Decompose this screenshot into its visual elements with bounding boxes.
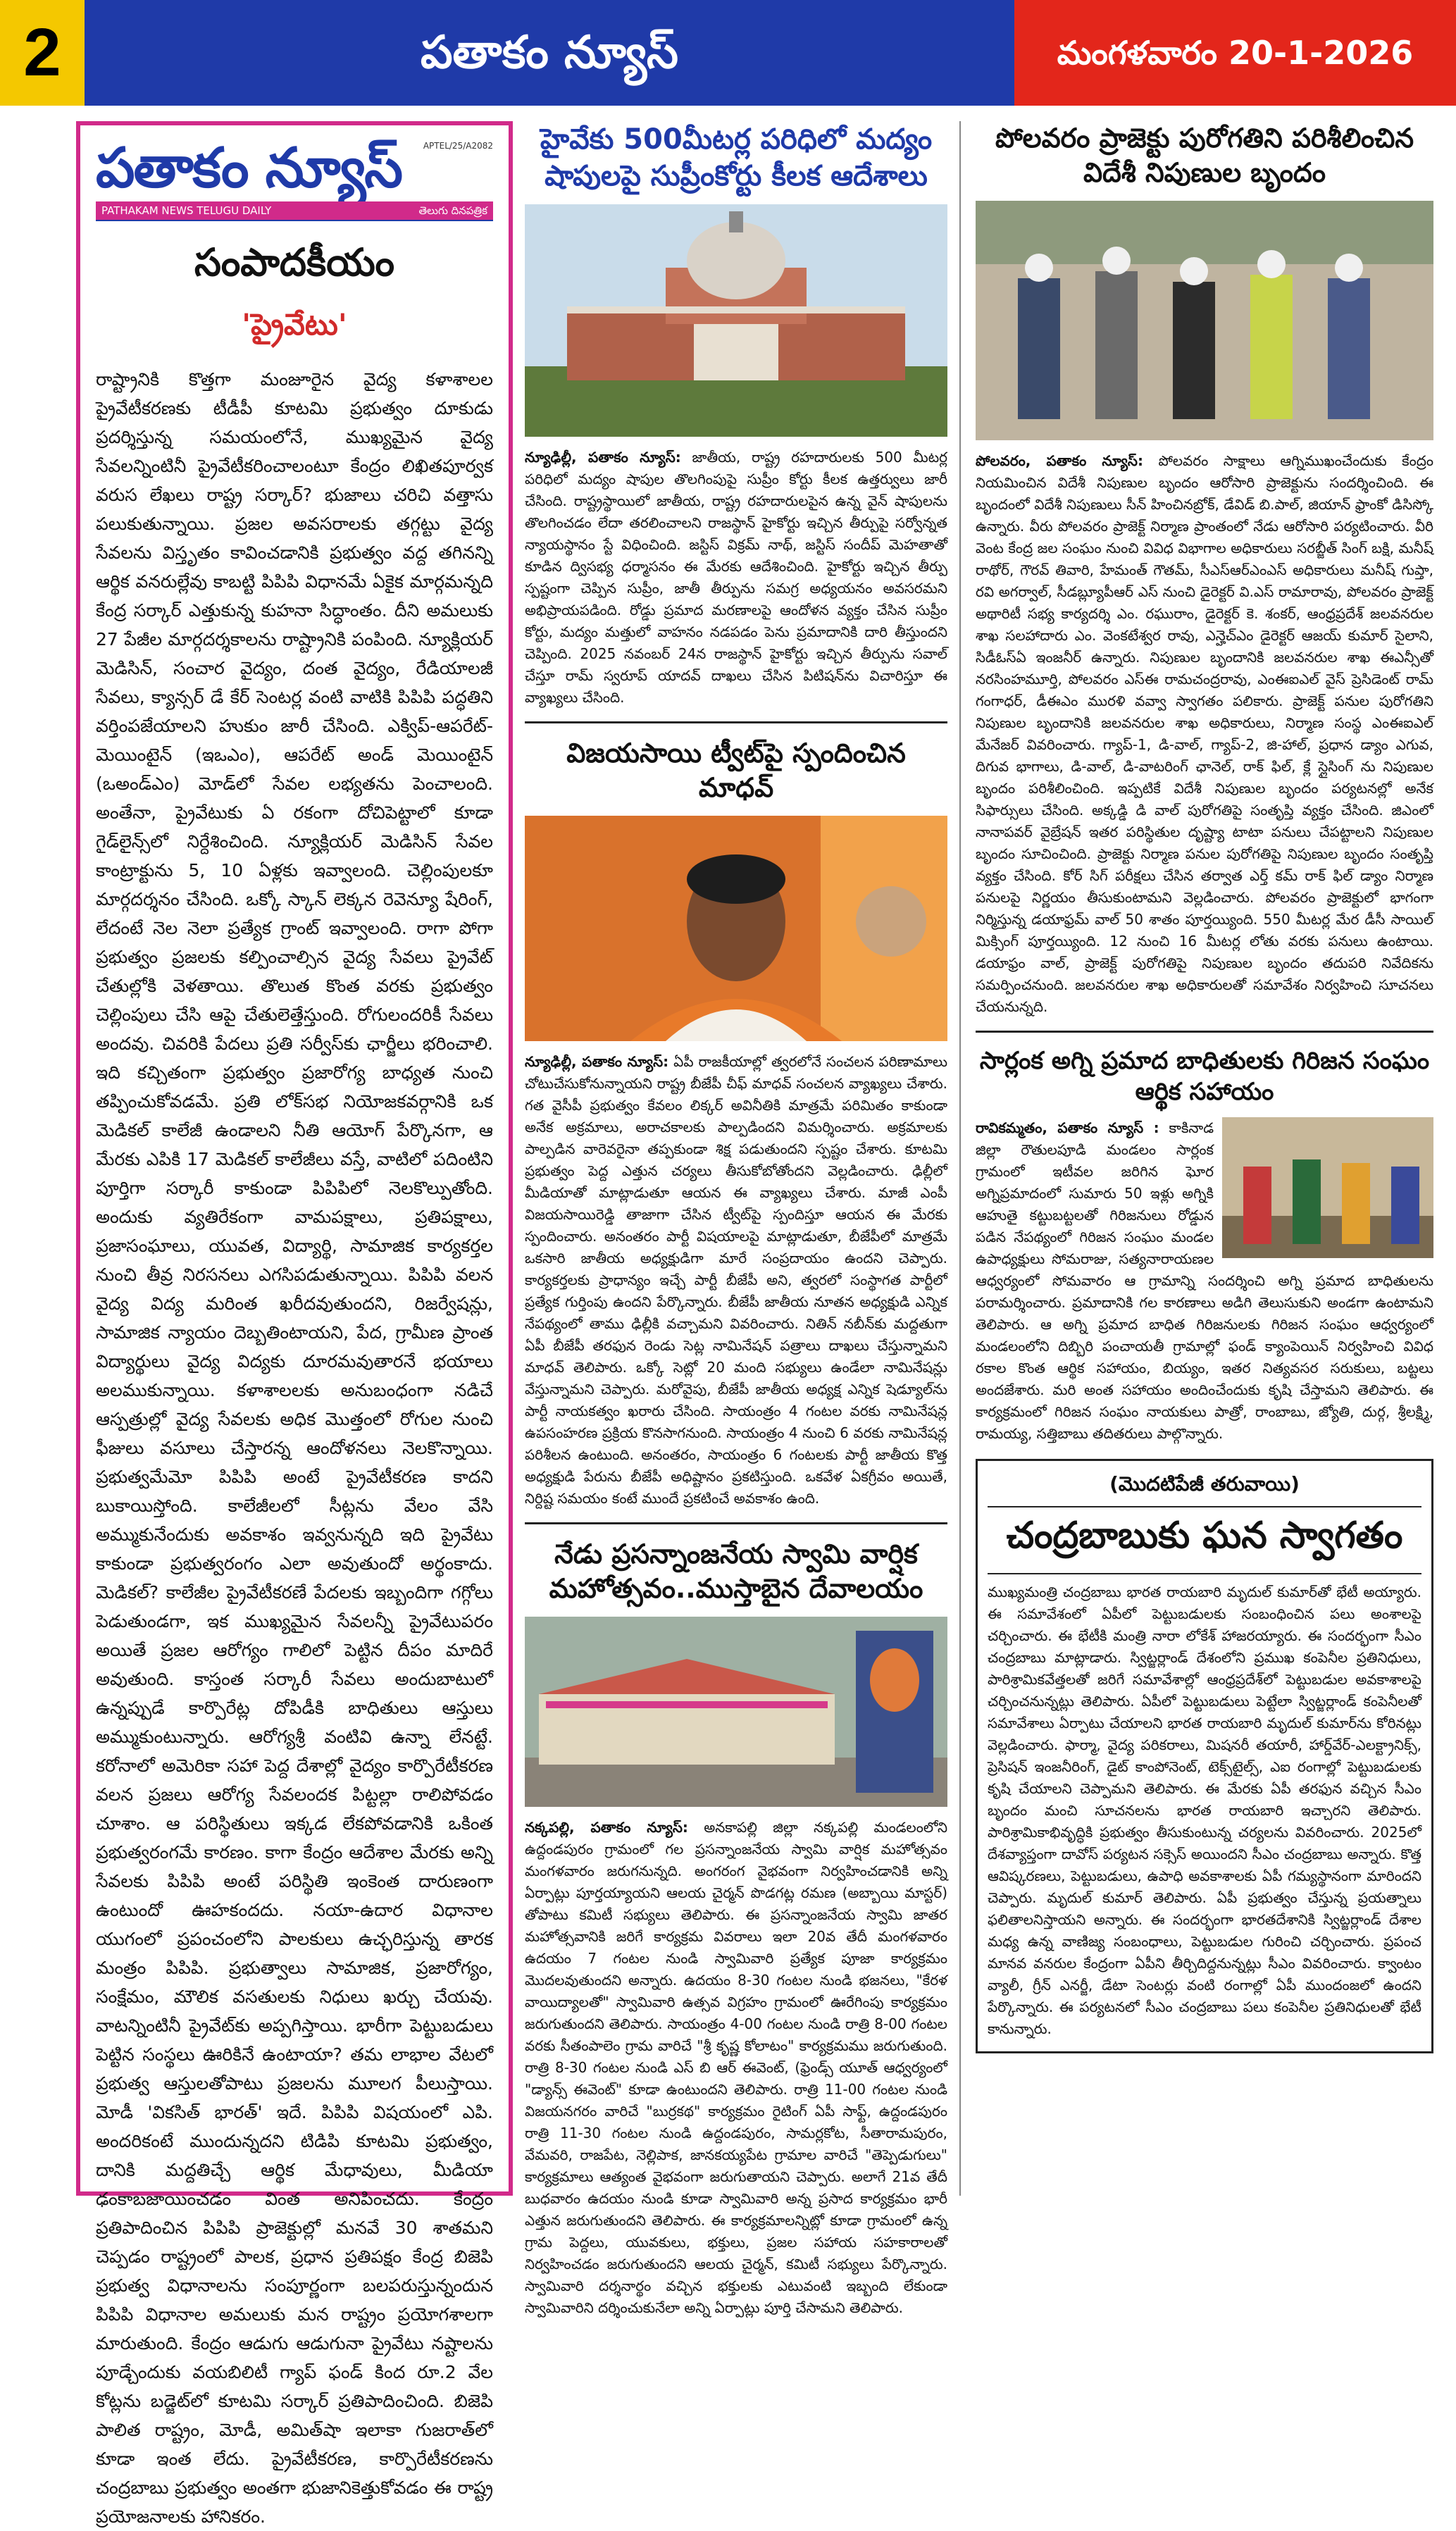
headline: విజయసాయి ట్వీట్‌పై స్పందించిన మాధవ్ — [566, 738, 906, 804]
headline: చంద్రబాబుకు ఘన స్వాగతం — [988, 1506, 1421, 1574]
editorial-column — [76, 121, 513, 2527]
divider — [976, 1031, 1433, 1033]
dateline: న్యూఢిల్లీ, పతాకం న్యూస్: — [525, 449, 681, 466]
story-body — [525, 1051, 947, 1510]
story-body — [525, 447, 947, 709]
story-temple — [525, 1537, 947, 2319]
story-text: అనకాపల్లి జిల్లా నక్కపల్లి మండలంలోని ఉద్దండపురం గ్రామంలో గల ప్రసన్నాంజనేయ స్వామి వార్షిక మహోత్సవం మంగళవారం జరుగనున్నది. అంగరంగ వైభవంగా నిర్వహించడానికి అన్ని ఏర్పాట్లు పూర్తయ్యాయని ఆలయ చైర్మన్ పొడగట్ల రమణ (అబ్బాయి మాస్టర్) తోపాటు కమిటీ సభ్యులు తెలిపారు. ఈ ప్రసన్నాంజనేయ స్వామి జాతర మహోత్సవానికి జరిగే కార్యక్రమ వివరాలు ఇలా 20వ తేదీ మంగళవారం ఉదయం 7 గంటల నుండి స్వామివారి ప్రత్యేక పూజా కార్యక్రమం మొదలవుతుందని అన్నారు. ఉదయం 8-30 గంటల నుండి భజనలు, "కేరళ వాయిద్యాలతో" స్వామివారి ఉత్సవ విగ్రహం గ్రామంలో ఊరేగింపు కార్యక్రమం జరుగుతుందని తెలిపారు. సాయంత్రం 4-00 గంటల నుండి రాత్రి 8-00 గంటల వరకు సీతంపాలెం గ్రామ వారిచే "శ్రీ కృష్ణ కోలాటం" కార్యక్రమము జరుగుతుంది. రాత్రి 8-30 గంటల నుండి ఎస్ బి ఆర్ ఈవెంట్, (ఫ్రెండ్స్ యూత్ ఆధ్వర్యంలో "డ్యాన్స్ ఈవెంట్" కూడా ఉంటుందని తెలిపారు. రాత్రి 11-00 గంటల నుండి విజయనగరం వారిచే "బుర్రకథ" కార్యక్రమం రైటింగ్ ఏపీ సాఫ్ట్, ఉద్దండపురం రాత్రి 11-30 గంటల నుండి ఉద్దండపురం, సామర్లకోట, సీతారామపురం, వేమవరి, రాజపేట, నెల్లిపాక, జానకయ్యపేట గ్రామాల వారిచే "తెప్పెడుగులు" కార్యక్రమాలు ఆత్యంత వైభవంగా జరుగుతాయని చెప్పారు. అలాగే 21వ తేదీ బుధవారం ఉదయం నుండి కూడా స్వామివారి అన్న ప్రసాద కార్యక్రమం భారీ ఎత్తున జరుగుతుందని తెలిపారు. ఈ కార్యక్రమాలన్నిట్లో కూడా గ్రామంలో ఉన్న గ్రామ పెద్దలు, యువకులు, భక్తులు, ప్రజల సహాయ సహకారాలతో నిర్వహించడం జరుగుతుందని ఆలయ చైర్మన్, కమిటీ సభ్యులు పేర్కొన్నారు. స్వామివారి దర్శనార్థం వచ్చిన భక్తులకు ఎటువంటి ఇబ్బంది లేకుండా స్వామివారిని దర్శించుకునేలా అన్ని ఏర్పాట్లు పూర్తి చేసామని తెలిపారు. — [525, 1818, 947, 2316]
masthead-tagline: తెలుగు దినపత్రిక — [418, 204, 487, 217]
story-liquor — [525, 121, 947, 709]
page-header — [0, 0, 1456, 106]
story-madhav — [525, 736, 947, 1510]
headline: పోలవరం ప్రాజెక్టు పురోగతిని పరిశీలించిన విదేశీ నిపుణుల బృందం — [995, 123, 1414, 189]
story-fire — [976, 1045, 1433, 1445]
editorial-section-title: సంపాదకీయం — [194, 240, 395, 285]
story-text: పోలవరం సాక్షాలు ఆగ్నిముఖంచేందుకు కేంద్రం నియమించిన విదేశీ నిపుణుల బృందం ఆరోసారి ప్రాజెక్టును సందర్శించింది. ఈ బృందంలో విదేశీ నిపుణులు సీన్ హించినబ్రోక్, డేవిడ్ బి.పాల్, జియాన్ ఫ్రాంకో డిసిస్కో ఉన్నారు. వీరు పోలవరం ప్రాజెక్ట్ నిర్మాణ ప్రాంతంలో నేడు ఆరోసారి పర్యటించారు. వీరి వెంట కేంద్ర జల సంఘం నుంచి వివిధ విభాగాల అధికారులు సరబ్జీత్ సింగ్ బక్షి, మనీష్ రాథోర్, గౌరవ్ తివారి, హేమంత్ గౌతమ్, సీఎస్ఆర్ఎంఎస్ అధికారులు మనీష్ గుప్తా, రవి అగర్వాల్, సీడబ్ల్యూపీఆర్ ఎస్ నుంచి డైరెక్టర్ వి.ఎస్ రామారావు, పోలవరం ప్రాజెక్ట్ అథారిటీ సభ్య కార్యదర్శి ఎం. రఘురాం, డైరెక్టర్ కె. శంకర్, ఆంధ్రప్రదేశ్ జలవనరుల శాఖ సలహాదారు ఎం. వెంకటేశ్వర రావు, ఎన్హెచ్ఎం డైరెక్టర్ ఆజయ్ కుమార్ సైలాని, సిడీఓస్ఏ ఇంజనీర్ ఉన్నారు. నిపుణుల బృందానికి జలవనరుల శాఖ ఈఎన్సీతో నరసింహమూర్తి, పోలవరం ఎస్‌ఈ రామచంద్రరావు, ఎంఈఐఎల్ వైస్ ప్రెసిడెంట్ రామ్ గంగాధర్, డీఈఎం మురళి వవ్వా స్వాగతం పలికారు. ప్రాజెక్ట్ పనుల పురోగతిని నిపుణుల బృందానికి జలవనరుల శాఖ అధికారులు, నిర్మాణ సంస్థ ఎంఈఐఎల్ మేనేజర్ వివరించారు. గ్యాప్-1, డి-వాల్, గ్యాప్-2, జి-హాల్, ప్రధాన డ్యాం ఎగువ, దిగువ భాగాలు, డి-వాల్, డి-వాటరింగ్ ఛానెల్, రాక్ ఫిల్, క్లే స్లైసింగ్ ను నిపుణుల బృందం పరిశీలించింది. ఇప్పటికే విదేశీ నిపుణుల బృందం పర్యటనల్లో అనేక సిఫార్సులు చేసింది. అక్కడ్డి డి వాల్ పురోగతిపై సంతృప్తి వ్యక్తం చేసింది. జిఎంలో నానాపవర్ వైబ్రేషన్ ఇతర పరిస్థితుల దృష్ట్యా టాటా పనులు చేపట్టాలని నిపుణుల బృందం సూచించింది. ప్రాజెక్టు నిర్మాణ పనుల పురోగతిపై నిపుణుల బృందం సంతృప్తి వ్యక్తం చేసింది. కోర్ సిగ్ పరీక్షలు చేసిన తర్వాత ఎర్త్ కమ్ రాక్ ఫిల్ డ్యాం నిర్మాణ పనులపై నిర్ణయం తీసుకుంటామని వెల్లడించారు. పోలవరం ప్రాజెక్టులో భాగంగా నిర్మిస్తున్న డయాఫ్రమ్ వాల్ 50 శాతం పూర్తయ్యింది. 550 మీటర్ల మేర డీసీ సాయిల్ మిక్సింగ్ పూర్తయ్యింది. 12 నుంచి 16 మీటర్ల లోతు వరకు పనులు ఉంటాయి. డయాఫ్రం వాల్, ప్రాజెక్ట్ పురోగతిపై నిపుణుల బృందం తదుపరి నివేదికను సమర్పించనుంది. జలవనరుల శాఖ అధికారులతో సమావేశం నిర్వహించి సూచనలు చేయనున్నది. — [976, 452, 1433, 1015]
right-column — [976, 121, 1433, 2196]
page-number: 2 — [0, 0, 85, 106]
madhav-portrait-illustration — [525, 816, 947, 1041]
column-divider — [959, 121, 961, 2196]
dateline: రావికమ్మతం, పతాకం న్యూస్ : — [976, 1119, 1159, 1137]
divider — [525, 721, 947, 723]
polavaram-photo — [976, 201, 1433, 440]
english-name: PATHAKAM NEWS TELUGU DAILY — [101, 204, 272, 217]
issue-date: మంగళవారం 20-1-2026 — [1014, 0, 1456, 106]
story-body: ముఖ్యమంత్రి చంద్రబాబు భారత రాయబారి మృదుల్ కుమార్‌తో భేటీ అయ్యారు. ఈ సమావేశంలో ఏపీలో పెట్టుబడులకు సంబంధించిన పలు అంశాలపై చర్చించారు. ఈ భేటీకి మంత్రి నారా లోకేశ్ హాజరయ్యారు. ఈ సందర్భంగా సీఎం చంద్రబాబు మాట్లాడారు. స్విట్జర్లాండ్ దేశంలోని ప్రముఖ కంపెనీల ప్రతినిధులు, పారిశ్రామికవేత్తలతో జరిగే సమావేశాల్లో ఆంధ్రప్రదేశ్‌లో పెట్టుబడుల అవకాశాలపై చర్చించనున్నట్లు తెలిపారు. ఏపీలో పెట్టుబడులు పెట్టేలా స్విట్జర్లాండ్ కంపెనీలతో సమావేశాలు ఏర్పాటు చేయాలని భారత రాయబారి మృదుల్ కుమార్‌ను కోరినట్లు వెల్లడించారు. ఫార్మా, వైద్య పరికరాలు, మిషనరీ తయారీ, హార్డ్‌వేర్-ఎలక్ట్రానిక్స్, ప్రెసిషన్ ఇంజనీరింగ్, డైట్ కాంపోనెంట్, టెక్స్‌టైల్స్, ఎఐ రంగాల్లో పెట్టుబడులకు కృషి చేయాలని చెప్పామని తెలిపారు. ఈ మేరకు ఏపీ తరఫున వచ్చిన సీఎం బృందం మంచి సూచనలను భారత రాయబారి ఇచ్చారని తెలిపారు. పారిశ్రామికాభివృద్ధికి ప్రభుత్వం తీసుకుంటున్న చర్యలను వివరించారు. 2025లో దేశవ్యాప్తంగా దావోస్ పర్యటన సక్సెస్ అయిందని సీఎం చంద్రబాబు అన్నారు. కొత్త ఆవిష్కరణలు, పెట్టుబడులు, ఉపాధి అవకాశాలకు ఏపీ గమ్యస్థానంగా మారిందని చెప్పారు. మృదుల్ కుమార్ తెలిపారు. ఏపీ ప్రభుత్వం చేస్తున్న ప్రయత్నాలు ఫలితాలనిస్తాయని అన్నారు. ఈ సందర్భంగా భారతదేశానికి స్విట్జర్లాండ్ దేశాల మధ్య ఉన్న వాణిజ్య సంబంధాలు, పెట్టుబడుల గురించి చర్చించారు. ప్రపంచ మానవ వనరుల కేంద్రంగా ఏపీని తీర్చిదిద్దనున్నట్లు సీఎం వివరించారు. క్వాంటం వ్యాలీ, గ్రీన్ ఎనర్జీ, డేటా సెంటర్లు వంటి రంగాల్లో ఏపీ ముందంజలో ఉందని పేర్కొన్నారు. ఈ పర్యటనలో సీఎం చంద్రబాబు పలు కంపెనీల ప్రతినిధులతో భేటీ కానున్నారు. — [988, 1584, 1421, 2038]
editorial-title: 'ప్రైవేటు' — [242, 307, 347, 342]
story-text: ఏపీ రాజకీయాల్లో త్వరలోనే సంచలన పరిణామాలు చోటుచేసుకోనున్నాయని రాష్ట్ర బీజేపీ చీఫ్ మాధవ్ సంచలన వ్యాఖ్యలు చేశారు. గత వైసీపీ ప్రభుత్వం కేవలం లిక్కర్ అవినీతికి మాత్రమే పరిమితం కాకుండా అనేక అక్రమాలు, అరాచకాలకు పాల్పడిందని విమర్శించారు. అక్రమాలకు పాల్పడిన వారెవరైనా తప్పకుండా శిక్ష పడుతుందని స్పష్టం చేశారు. కూటమి ప్రభుత్వం పెద్ద ఎత్తున చర్యలు తీసుకోబోతోందని వెల్లడించారు. ఢిల్లీలో మీడియాతో మాట్లాడుతూ ఆయన ఈ వ్యాఖ్యలు చేశారు. మాజీ ఎంపీ విజయసాయిరెడ్డి తాజాగా చేసిన ట్వీట్‌పై స్పందిస్తూ ఆయన ఈ మేరకు స్పందించారు. అనంతరం పార్టీ విషయాలపై మాట్లాడుతూ, బీజేపీలో మాత్రమే ఒకసారి జాతీయ అధ్యక్షుడిగా మారే సంప్రదాయం ఉందని చెప్పారు. కార్యకర్తలకు ప్రాధాన్యం ఇచ్చే పార్టీ బీజేపీ అని, త్వరలో సంస్థాగత పార్టీలో ప్రత్యేక గుర్తింపు ఉందని పేర్కొన్నారు. బీజేపీ జాతీయ నూతన అధ్యక్షుడి ఎన్నిక నేపథ్యంలో తాము ఢిల్లీకి వచ్చామని వివరించారు. నితిన్ నబీన్‌కు మద్దతుగా ఏపీ బీజేపీ తరఫున రెండు సెట్ల నామినేషన్ పత్రాలు దాఖలు చేస్తున్నామని మాధవ్ తెలిపారు. ఒక్కో సెట్లో 20 మంది సభ్యులు ఉండేలా నామినేషన్లు వేస్తున్నామని చెప్పారు. మరోవైపు, బీజేపీ జాతీయ అధ్యక్ష ఎన్నిక షెడ్యూల్‌ను పార్టీ నాయకత్వం ఖరారు చేసింది. సాయంత్రం 4 గంటల వరకు నామినేషన్ల ఉపసంహరణ ప్రక్రియ కొనసాగనుంది. సాయంత్రం 4 నుంచి 6 వరకు నామినేషన్ల పరిశీలన ఉంటుంది. అనంతరం, సాయంత్రం 6 గంటలకు పార్టీ జాతీయ కొత్త అధ్యక్షుడి పేరును బీజేపీ అధిష్టానం ప్రకటిస్తుంది. ఒకవేళ ఏకగ్రీవం అయితే, నిర్దిష్ట సమయం కంటే ముందే ప్రకటించే అవకాశం ఉంది. — [525, 1052, 947, 1507]
registration-number: APTEL/25/A2082 — [423, 141, 493, 151]
temple-illustration — [525, 1617, 947, 1807]
headline: హైవేకు 500మీటర్ల పరిధిలో మద్యం షాపులపై సుప్రీంకోర్టు కీలక ఆదేశాలు — [540, 123, 933, 192]
story-cbn-box — [976, 1459, 1433, 2053]
story-body — [976, 450, 1433, 1018]
supreme-court-illustration — [525, 204, 947, 437]
headline: సార్లంక అగ్ని ప్రమాద బాధితులకు గిరిజన సంఘం ఆర్థిక సహాయం — [979, 1046, 1430, 1106]
supreme-court-photo — [525, 204, 947, 437]
middle-column — [525, 121, 948, 2316]
story-polavaram — [976, 121, 1433, 1018]
dateline: పోలవరం, పతాకం న్యూస్: — [976, 452, 1143, 469]
madhav-photo — [525, 816, 947, 1041]
dateline: న్యూఢిల్లీ, పతాకం న్యూస్: — [525, 1052, 669, 1070]
masthead — [96, 137, 493, 221]
temple-photo — [525, 1617, 947, 1807]
headline: నేడు ప్రసన్నాంజనేయ స్వామి వార్షిక మహోత్సవం..ముస్తాబైన దేవాలయం — [549, 1538, 923, 1605]
fire-story-block — [976, 1117, 1433, 1445]
story-text: కాకినాడ జిల్లా రౌతులపూడి మండలం సార్లంక గ్రామంలో ఇటీవల జరిగిన ఘోర అగ్నిప్రమాదంలో సుమారు 50 ఇళ్లు అగ్నికి ఆహుతై కట్టుబట్టలతో గిరిజనులు రోడ్డున పడిన నేపథ్యంలో గిరిజన సంఘం మండల ఉపాధ్యక్షులు సోమరాజు, సత్యనారాయణల ఆధ్వర్యంలో సోమవారం ఆ గ్రామాన్ని సందర్శించి అగ్ని ప్రమాద బాధితులను పరామర్శించారు. ప్రమాదానికి గల కారణాలు అడిగి తెలుసుకుని అండగా ఉంటామని తెలిపారు. ఆ అగ్ని ప్రమాద బాధిత గిరిజనులకు గిరిజన సంఘం ఆధ్వర్యంలో మండలంలోని దిబ్బిరి పంచాయతీ గ్రామాల్లో ఫండ్ క్యాంపెయిన్ నిర్వహించి వివిధ రకాల కొంత ఆర్థిక సహాయం, బియ్యం, ఇతర నిత్యవసర సరుకులు, బట్టలు అందజేశారు. మరి అంత సహాయం అందించేందుకు కృషి చేస్తామని తెలిపారు. ఈ కార్యక్రమంలో గిరిజన సంఘం నాయకులు పాత్రో, రాంబాబు, జ్యోతి, దుర్గ, శ్రీలక్ష్మి, రామయ్య, సత్తిబాబు తదితరులు పాల్గొన్నారు. — [976, 1119, 1433, 1443]
masthead-logo: పతాకం న్యూస్ — [96, 137, 402, 200]
dateline: నక్కపల్లి, పతాకం న్యూస్: — [525, 1818, 688, 1836]
divider — [525, 1522, 947, 1524]
relief-distribution-photo — [1222, 1117, 1433, 1258]
continued-kicker: (మొదటిపేజీ తరువాయి) — [1109, 1472, 1300, 1496]
story-text: జాతీయ, రాష్ట్ర రహదారులకు 500 మీటర్ల పరిధిలో మద్యం షాపుల తొలగింపుపై సుప్రీం కోర్టు కీలక ఉత్తర్వులు జారీ చేసింది. రాష్ట్రస్థాయిలో జాతీయ, రాష్ట్ర రహదారులపైన ఉన్న వైన్ షాపులను తొలగించడం లేదా తరలించాలని రాజస్థాన్ హైకోర్టు ఇచ్చిన తీర్పుపై సర్వోన్నత న్యాయస్థానం స్టే విధించింది. జస్టిస్ విక్రమ్ నాథ్, జస్టిస్ సందీప్ మెహతాతో కూడిన ద్విసభ్య ధర్మాసనం ఈ మేరకు ఆదేశించింది. హైకోర్టు ఇచ్చిన తీర్పు స్పష్టంగా చెప్పిన సుప్రీం, జాతీ తీర్పును సమగ్ర అధ్యయనం అవసరమని అభిప్రాయపడింది. రోడ్డు ప్రమాద మరణాలపై ఆందోళన వ్యక్తం చేసిన సుప్రీం కోర్టు, మద్యం మత్తులో వాహనం నడపడం పెను ప్రమాదానికి దారి తీస్తుందని చెప్పింది. 2025 నవంబర్ 24న రాజస్థాన్ హైకోర్టు ఇచ్చిన తీర్పును సవాల్ చేస్తూ రామ్ స్వరూప్ యాదవ్ దాఖలు చేసిన పిటిషన్‌ను విచారిస్తూ ఈ వ్యాఖ్యలు చేసింది. — [525, 449, 948, 706]
editorial-body: రాష్ట్రానికి కొత్తగా మంజూరైన వైద్య కళాశాలల ప్రైవేటీకరణకు టీడీపీ కూటమి ప్రభుత్వం దూకుడు ప్రదర్శిస్తున్న సమయంలోనే, ముఖ్యమైన వైద్య సేవలన్నింటినీ ప్రైవేటీకరించాలంటూ కేంద్రం లిఖితపూర్వక వరుస లేఖలు రాష్ట్ర సర్కార్‌? భుజాలు చరిచి వత్తాసు పలుకుతున్నాయి. ప్రజల అవసరాలకు తగ్గట్టు వైద్య సేవలను విస్తృతం కావించడానికి ప్రభుత్వం వద్ద తగినన్ని ఆర్థిక వనరుల్లేవు కాబట్టి పిపిపి విధానమే ఏకైక మార్గమన్నది కేంద్ర సర్కార్ ఎత్తుకున్న కుహనా సిద్ధాంతం. దీని అమలుకు 27 పేజీల మార్గదర్శకాలను రాష్ట్రానికి పంపింది. న్యూక్లియర్ మెడిసిన్, సంచార వైద్యం, దంత వైద్యం, రేడియాలజీ సేవలు, క్యాన్సర్ డే కేర్ సెంటర్ల వంటి వాటికి పిపిపి పద్ధతిని వర్తింపజేయాలని హుకుం జారీ చేసింది. ఎక్విప్-ఆపరేట్-మెయింటైన్ (ఇఒఎం), ఆపరేట్ అండ్ మెయింటైన్ (ఒఅండ్ఎం) మోడ్‌లో సేవల లభ్యతను పెంచాలంది. అంతేనా, ప్రైవేటుకు ఏ రకంగా దోచిపెట్టాలో కూడా గైడ్‌లైన్స్‌లో నిర్దేశించింది. న్యూక్లియర్ మెడిసిన్ సేవల కాంట్రాక్టును 5, 10 ఏళ్లకు ఇవ్వాలంది. చెల్లింపులకూ మార్గదర్శనం చేసింది. ఒక్కో స్కాన్ లెక్కన రెవెన్యూ షేరింగ్, లేదంటే నెల నెలా ప్రత్యేక గ్రాంట్ ఇవ్వాలంది. రాగా పోగా ప్రభుత్వం ప్రజలకు కల్పించాల్సిన వైద్య సేవలు ప్రైవేట్ చేతుల్లోకి వెళతాయి. తొలుత కొంత వరకు ప్రభుత్వం చెల్లింపులు చేసి ఆపై చేతులెత్తేస్తుంది. రోగులందరికీ సేవలు అందవు. చివరికి పేదలు ప్రతి సర్వీస్‌కు ఛార్జీలు భరించాలి. ఇది కచ్చితంగా ప్రభుత్వం ప్రజారోగ్య బాధ్యత నుంచి తప్పించుకోవడమే. ప్రతి లోక్‌సభ నియోజకవర్గానికి ఒక మెడికల్ కాలేజీ ఉండాలని నీతి ఆయోగ్ పేర్కొనగా, ఆ మేరకు ఎపికి 17 మెడికల్ కాలేజీలు వస్తే, వాటిలో పదింటిని పూర్తిగా సర్కారీ కాకుండా పిపిపిలో నెలకొల్పుతోంది. అందుకు వ్యతిరేకంగా వామపక్షాలు, ప్రతిపక్షాలు, ప్రజాసంఘాలు, యువత, విద్యార్థి, సామాజిక కార్యకర్తల నుంచి తీవ్ర నిరసనలు ఎగసిపడుతున్నాయి. పిపిపి వలన వైద్య విద్య మరింత ఖరీదవుతుందని, రిజర్వేషన్లు, సామాజిక న్యాయం దెబ్బతింటాయని, పేద, గ్రామీణ ప్రాంత విద్యార్థులు వైద్య విద్యకు దూరమవుతారనే భయాలు అలముకున్నాయి. కళాశాలలకు అనుబంధంగా నడిచే ఆస్పత్రుల్లో వైద్య సేవలకు అధిక మొత్తంలో రోగుల నుంచి ఫీజులు వసూలు చేస్తారన్న ఆందోళనలు నెలకొన్నాయి. ప్రభుత్వమేమో పిపిపి అంటే ప్రైవేటీకరణ కాదని బుకాయిస్తోంది. కాలేజీలలో సీట్లను వేలం వేసి అమ్ముకునేందుకు అవకాశం ఇవ్వనున్నది ఇది ప్రైవేటు కాకుండా ప్రభుత్వరంగం ఎలా అవుతుందో అర్థంకాదు. మెడికల్? కాలేజీల ప్రైవేటీకరణే పేదలకు ఇబ్బందిగా గగ్గోలు పెడుతుండగా, ఇక ముఖ్యమైన సేవలన్నీ ప్రైవేటుపరం అయితే ప్రజల ఆరోగ్యం గాలిలో పెట్టిన దీపం మాదిరే అవుతుంది. కాస్తంత సర్కారీ సేవలు అందుబాటులో ఉన్నప్పుడే కార్పొరేట్ల దోపిడీకి బాధితులు ఆస్తులు అమ్ముకుంటున్నారు. ఆరోగ్యశ్రీ వంటివి ఉన్నా లేనట్టే. కరోనాలో అమెరికా సహా పెద్ద దేశాల్లో వైద్యం కార్పొరేటీకరణ వలన ప్రజలు ఆరోగ్య సేవలందక పిట్టల్లా రాలిపోవడం చూశాం. ఆ పరిస్థితులు ఇక్కడ లేకపోవడానికి ఒకింత ప్రభుత్వరంగమే కారణం. కాగా కేంద్రం ఆదేశాల మేరకు అన్ని సేవలకు పిపిపి అంటే పరిస్థితి ఇంకెంత దారుణంగా ఉంటుందో ఊహకందదు. నయా-ఉదార విధానాల యుగంలో ప్రపంచంలోని పాలకులు ఉచ్ఛరిస్తున్న తారక మంత్రం పిపిపి. ప్రభుత్వాలు సామాజిక, ప్రజారోగ్యం, సంక్షేమం, మౌలిక వసతులకు నిధులు ఖర్చు చేయవు. వాటన్నింటినీ ప్రైవేట్‌కు అప్పగిస్తాయి. భారీగా పెట్టుబడులు పెట్టిన సంస్థలు ఊరికినే ఉంటాయా? తమ లాభాల వేటలో ప్రభుత్వ ఆస్తులతోపాటు ప్రజలను మూలగ పీలుస్తాయి. మోడీ 'వికసిత్ భారత్' ఇదే. పిపిపి విషయంలో ఎపి. అందరికంటే ముందున్నదని టిడిపి కూటమి ప్రభుత్వం, దానికి మద్దతిచ్చే ఆర్థిక మేధావులు, మీడియా ఢంకాబజాయించడం వింత అనిపించదు. కేంద్రం ప్రతిపాదించిన పిపిపి ప్రాజెక్టుల్లో మనవే 30 శాతమని చెప్పడం రాష్ట్రంలో పాలక, ప్రధాన ప్రతిపక్షం కేంద్ర బిజెపి ప్రభుత్వ విధానాలను సంపూర్ణంగా బలపరుస్తున్నందున పిపిపి విధానాల అమలుకు మన రాష్ట్రం ప్రయోగశాలగా మారుతుంది. కేంద్రం ఆడుగు ఆడుగునా ప్రైవేటు నష్టాలను పూడ్చేందుకు వయబిలిటీ గ్యాప్ ఫండ్ కింద రూ.2 వేల కోట్లను బడ్జెట్‌లో కూటమి సర్కార్ ప్రతిపాదించింది. బిజెపి పాలిత రాష్ట్రం, మోడీ, అమిత్‌షా ఇలాకా గుజరాత్‌లో కూడా ఇంత లేదు. ప్రైవేటీకరణ, కార్పొరేటీకరణను చంద్రబాబు ప్రభుత్వం అంతగా భుజానికెత్తుకోవడం ఈ రాష్ట్ర ప్రయోజనాలకు హానికరం. — [96, 369, 493, 2527]
polavaram-inspection-illustration — [976, 201, 1433, 440]
paper-name-banner: పతాకం న్యూస్ — [85, 0, 1014, 106]
story-body — [525, 1817, 947, 2319]
